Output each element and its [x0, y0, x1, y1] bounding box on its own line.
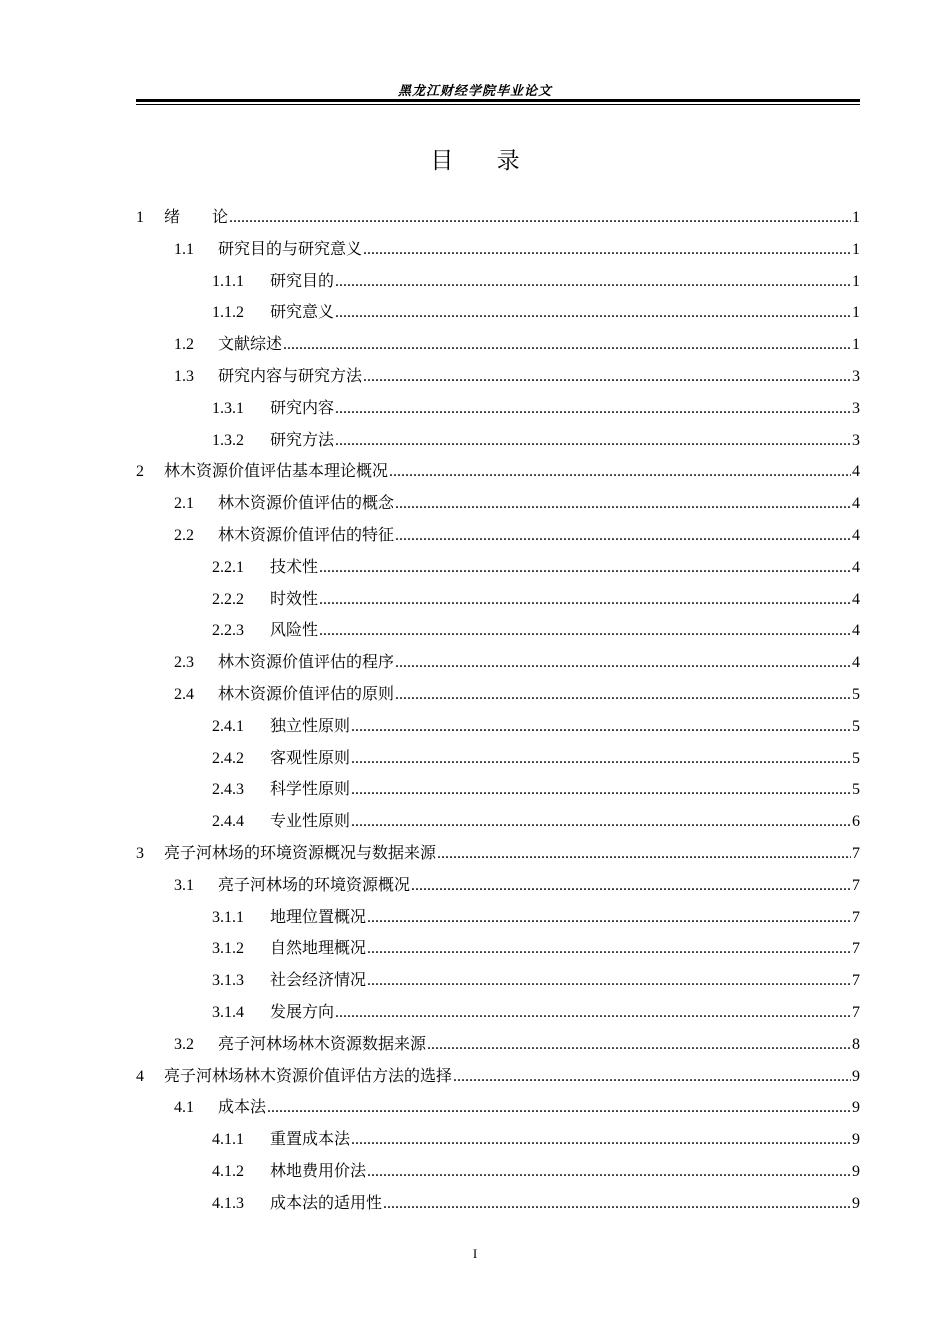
toc-dot-leader — [335, 996, 851, 1029]
toc-entry-number: 1.1.1 — [212, 272, 244, 290]
toc-entry-page: 5 — [852, 717, 860, 735]
toc-entry-number: 2.2 — [174, 526, 194, 544]
toc-entry-page: 8 — [852, 1035, 860, 1053]
toc-entry[interactable] — [136, 583, 860, 615]
toc-dot-leader — [411, 869, 851, 902]
toc-dot-leader — [351, 742, 851, 775]
toc-entry-title: 研究目的与研究意义 — [218, 238, 363, 258]
toc-dot-leader — [319, 551, 851, 584]
toc-entry[interactable] — [136, 1155, 860, 1187]
toc-entry-title: 技术性 — [270, 556, 319, 576]
toc-entry-number: 3.1.3 — [212, 972, 244, 990]
toc-entry-title: 时效性 — [270, 588, 319, 608]
toc-entry-title: 风险性 — [270, 620, 319, 640]
toc-dot-leader — [383, 1187, 851, 1220]
toc-dot-leader — [319, 614, 851, 647]
toc-entry-title: 自然地理概况 — [270, 938, 367, 958]
toc-dot-leader — [363, 360, 851, 393]
toc-entry-title: 林木资源价值评估的程序 — [218, 652, 395, 672]
toc-dot-leader — [395, 646, 851, 679]
toc-dot-leader — [351, 805, 851, 838]
toc-entry[interactable] — [136, 551, 860, 583]
toc-entry-page: 6 — [852, 813, 860, 831]
toc-entry[interactable] — [136, 964, 860, 996]
toc-entry-number: 2.4.3 — [212, 781, 244, 799]
toc-entry-number: 4 — [136, 1067, 144, 1085]
toc-entry-page: 1 — [852, 272, 860, 290]
toc-entry-title: 亮子河林场林木资源价值评估方法的选择 — [164, 1065, 453, 1085]
page-number: I — [472, 1246, 478, 1261]
toc-entry-number: 2.4.4 — [212, 813, 244, 831]
toc-entry[interactable] — [136, 328, 860, 360]
toc-entry-number: 2.4 — [174, 685, 194, 703]
toc-entry-number: 3.1 — [174, 876, 194, 894]
toc-entry[interactable] — [136, 869, 860, 901]
toc-entry[interactable] — [136, 455, 860, 487]
toc-entry[interactable] — [136, 773, 860, 805]
toc-entry[interactable] — [136, 201, 860, 233]
toc-entry[interactable] — [136, 710, 860, 742]
toc-entry-number: 4.1.2 — [212, 1162, 244, 1180]
toc-entry-number: 4.1 — [174, 1099, 194, 1117]
toc-dot-leader — [367, 964, 851, 997]
toc-entry[interactable] — [136, 1028, 860, 1060]
toc-entry-number: 2.4.1 — [212, 717, 244, 735]
toc-entry-page: 3 — [852, 399, 860, 417]
toc-entry-title: 林木资源价值评估基本理论概况 — [164, 461, 389, 481]
toc-entry[interactable] — [136, 646, 860, 678]
toc-entry-number: 1 — [136, 209, 144, 226]
toc-entry[interactable] — [136, 1187, 860, 1219]
toc-entry-number: 1.3 — [174, 367, 194, 385]
toc-entry-title: 成本法的适用性 — [270, 1192, 383, 1212]
toc-entry-number: 4.1.1 — [212, 1131, 244, 1149]
toc-entry-title: 社会经济情况 — [270, 970, 367, 990]
toc-entry-title: 重置成本法 — [270, 1129, 351, 1149]
header-rule-thin — [136, 104, 860, 105]
running-header-title: 黑龙江财经学院毕业论文 — [397, 84, 552, 99]
toc-entry-page: 1 — [852, 240, 860, 258]
toc-entry-title: 发展方向 — [270, 1001, 335, 1021]
toc-dot-leader — [335, 296, 851, 329]
toc-entry-page: 9 — [852, 1131, 860, 1149]
toc-entry-title: 林木资源价值评估的原则 — [218, 683, 395, 703]
toc-dot-leader — [427, 1028, 851, 1061]
toc-entry[interactable] — [136, 487, 860, 519]
toc-entry-title: 研究内容与研究方法 — [218, 365, 363, 385]
toc-dot-leader — [367, 901, 851, 934]
toc-dot-leader — [395, 678, 851, 711]
toc-entry-number: 2.1 — [174, 495, 194, 513]
toc-dot-leader — [363, 233, 851, 266]
toc-dot-leader — [319, 583, 851, 616]
toc-entry-page: 4 — [852, 463, 860, 481]
toc-dot-leader — [395, 519, 851, 552]
toc-dot-leader — [335, 424, 851, 457]
toc-entry-page: 7 — [852, 844, 860, 862]
toc-dot-leader — [367, 1155, 851, 1188]
toc-entry-number: 2.4.2 — [212, 749, 244, 767]
toc-entry[interactable] — [136, 932, 860, 964]
toc-dot-leader — [389, 455, 851, 488]
toc-entry-number: 2.2.1 — [212, 558, 244, 576]
toc-entry-number: 3.1.4 — [212, 1003, 244, 1021]
toc-entry-page: 1 — [852, 209, 860, 226]
toc-entry[interactable] — [136, 837, 860, 869]
toc-dot-leader — [351, 773, 851, 806]
toc-entry-title: 亮子河林场林木资源数据来源 — [218, 1033, 427, 1053]
toc-entry-page: 7 — [852, 1003, 860, 1021]
toc-entry-title: 客观性原则 — [270, 747, 351, 767]
toc-entry-page: 9 — [852, 1162, 860, 1180]
toc-entry-title: 亮子河林场的环境资源概况 — [218, 874, 411, 894]
toc-entry-title: 亮子河林场的环境资源概况与数据来源 — [164, 842, 437, 862]
toc-entry-title: 研究内容 — [270, 397, 335, 417]
toc-entry-page: 4 — [852, 495, 860, 513]
toc-entry-title: 成本法 — [218, 1097, 267, 1117]
toc-entry-title: 文献综述 — [218, 334, 283, 354]
toc-entry-number: 3.1.2 — [212, 940, 244, 958]
toc-entry-page: 1 — [852, 304, 860, 322]
toc-entry-number: 1.1 — [174, 240, 194, 258]
toc-entry[interactable] — [136, 1091, 860, 1123]
toc-entry-title: 科学性原则 — [270, 779, 351, 799]
toc-entry-page: 4 — [852, 654, 860, 672]
toc-entry[interactable] — [136, 296, 860, 328]
toc-entry-number: 2.2.2 — [212, 590, 244, 608]
toc-entry[interactable] — [136, 1123, 860, 1155]
toc-entry[interactable] — [136, 614, 860, 646]
toc-dot-leader — [395, 487, 851, 520]
toc-dot-leader — [335, 265, 851, 298]
toc-entry[interactable] — [136, 901, 860, 933]
toc-entry-title: 独立性原则 — [270, 715, 351, 735]
toc-dot-leader — [267, 1091, 851, 1124]
toc-entry[interactable] — [136, 678, 860, 710]
toc-entry-number: 2 — [136, 463, 144, 481]
toc-entry-number: 3.1.1 — [212, 908, 244, 926]
toc-entry-page: 5 — [852, 781, 860, 799]
toc-entry-page: 9 — [852, 1067, 860, 1085]
toc-entry-page: 7 — [852, 908, 860, 926]
toc-entry[interactable] — [136, 805, 860, 837]
toc-entry[interactable] — [136, 742, 860, 774]
toc-entry-page: 4 — [852, 622, 860, 640]
toc-entry-title: 研究意义 — [270, 302, 335, 322]
toc-entry[interactable] — [136, 424, 860, 456]
toc-entry-number: 2.3 — [174, 654, 194, 672]
toc-entry-page: 7 — [852, 940, 860, 958]
toc-dot-leader — [367, 932, 851, 965]
toc-dot-leader — [453, 1060, 851, 1093]
toc-entry[interactable] — [136, 265, 860, 297]
toc-entry-page: 5 — [852, 685, 860, 703]
toc-entry-number: 1.3.1 — [212, 399, 244, 417]
toc-entry-title: 地理位置概况 — [270, 906, 367, 926]
toc-entry-number: 2.2.3 — [212, 622, 244, 640]
toc-entry[interactable] — [136, 996, 860, 1028]
toc-entry-page: 3 — [852, 367, 860, 385]
toc-entry-number: 1.2 — [174, 336, 194, 354]
toc-dot-leader — [351, 710, 851, 743]
toc-entry-number: 3 — [136, 844, 144, 862]
toc-entry-page: 4 — [852, 526, 860, 544]
toc-entry-title: 研究目的 — [270, 270, 335, 290]
toc-entry-page: 5 — [852, 749, 860, 767]
toc-dot-leader — [437, 837, 851, 870]
toc-entry-page: 9 — [852, 1099, 860, 1117]
toc-entry[interactable] — [136, 1060, 860, 1092]
toc-entry-number: 3.2 — [174, 1035, 194, 1053]
toc-entry-page: 7 — [852, 972, 860, 990]
header-rule-thick — [136, 99, 860, 102]
toc-dot-leader — [335, 392, 851, 425]
toc-entry[interactable] — [136, 392, 860, 424]
toc-entry-page: 9 — [852, 1194, 860, 1212]
table-of-contents — [136, 201, 860, 1219]
toc-dot-leader — [229, 201, 851, 234]
toc-entry[interactable] — [136, 360, 860, 392]
toc-entry-number: 1.3.2 — [212, 431, 244, 449]
toc-entry-page: 7 — [852, 876, 860, 894]
toc-heading: 目 录 — [430, 148, 520, 174]
toc-entry-title: 绪 论 — [164, 207, 229, 226]
toc-entry[interactable] — [136, 233, 860, 265]
toc-entry-title: 专业性原则 — [270, 811, 351, 831]
toc-entry-number: 1.1.2 — [212, 304, 244, 322]
toc-entry[interactable] — [136, 519, 860, 551]
toc-entry-title: 林木资源价值评估的特征 — [218, 524, 395, 544]
toc-entry-number: 4.1.3 — [212, 1194, 244, 1212]
toc-entry-title: 林木资源价值评估的概念 — [218, 493, 395, 513]
toc-entry-page: 4 — [852, 590, 860, 608]
toc-entry-page: 4 — [852, 558, 860, 576]
toc-entry-title: 林地费用价法 — [270, 1160, 367, 1180]
toc-dot-leader — [351, 1123, 851, 1156]
toc-entry-page: 3 — [852, 431, 860, 449]
toc-entry-title: 研究方法 — [270, 429, 335, 449]
toc-entry-page: 1 — [852, 336, 860, 354]
toc-dot-leader — [283, 328, 851, 361]
